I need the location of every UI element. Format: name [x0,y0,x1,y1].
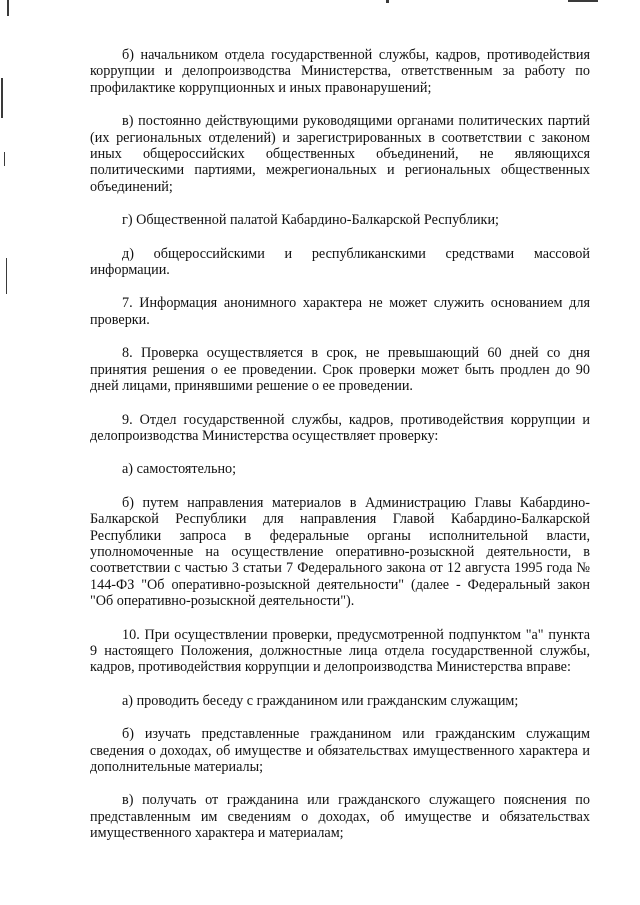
paragraph-8-verification-term: 8. Проверка осуществляется в срок, не превышающий 60 дней со дня принятия решения о ее проведении. Срок проверки может быть продлен до 90 дней лицами, принявшими решение о ее проведении. [90,345,590,395]
paragraph-9-verification-department: 9. Отдел государственной службы, кадров, противодействия коррупции и делопроизводства Министерства осуществляет проверку: [90,411,590,444]
paragraph-b-department-head: б) начальником отдела государственной службы, кадров, противодействия коррупции и делопроизводства Министерства, ответственным за работу по профилактике коррупционных и иных правонарушений; [90,47,590,96]
paragraph-d-mass-media: д) общероссийскими и республиканскими средствами массовой информации. [90,245,590,279]
scan-edge-mark [1,78,3,118]
paragraph-7-anonymous-information: 7. Информация анонимного характера не может служить основанием для проверки. [90,295,590,328]
scan-edge-mark [386,0,389,3]
scan-edge-mark [7,0,9,16]
paragraph-b-study-materials: б) изучать представленные гражданином или гражданским служащим сведения о доходах, об имуществе и обязательствах имущественного характера и дополнительные материалы; [90,726,590,775]
paragraph-b-materials-direction: б) путем направления материалов в Администрацию Главы Кабардино-Балкарской Республики для направления Главой Кабардино-Балкарской Республики запроса в федеральные органы исполнительной власти, уполномоченные на осуществление оперативно-розыскной деятельности, в соответствии с частью 3 статьи 7 Федерального закона от 12 августа 1995 года № 144-ФЗ "Об оперативно-розыскной деятельности" (далее - Федеральный закон "Об оперативно-розыскной деятельности"). [90,494,590,610]
paragraph-v-receive-explanations: в) получать от гражданина или гражданского служащего пояснения по представленным им сведениям о доходах, об имуществе и обязательствах имущественного характера и материалам; [90,792,590,842]
scan-edge-mark [4,152,5,166]
paragraph-v-political-parties: в) постоянно действующими руководящими органами политических партий (их региональных отделений) и зарегистрированных в соответствии с законом иных общероссийских общественных объединений, не являющихся политическими партиями, межрегиональных и региональных общественных объединений; [90,113,590,195]
scan-edge-mark [568,0,598,2]
scan-edge-mark [6,258,7,294]
paragraph-10-officials-rights: 10. При осуществлении проверки, предусмотренной подпунктом "а" пункта 9 настоящего Положения, должностные лица отдела государственной службы, кадров, противодействия коррупции и делопроизводства Министерства вправе: [90,626,590,676]
paragraph-g-public-chamber: г) Общественной палатой Кабардино-Балкарской Республики; [122,212,499,229]
document-body [90,47,590,859]
paragraph-a-independently: а) самостоятельно; [122,461,237,478]
paragraph-a-conversation: а) проводить беседу с гражданином или гражданским служащим; [122,692,519,709]
